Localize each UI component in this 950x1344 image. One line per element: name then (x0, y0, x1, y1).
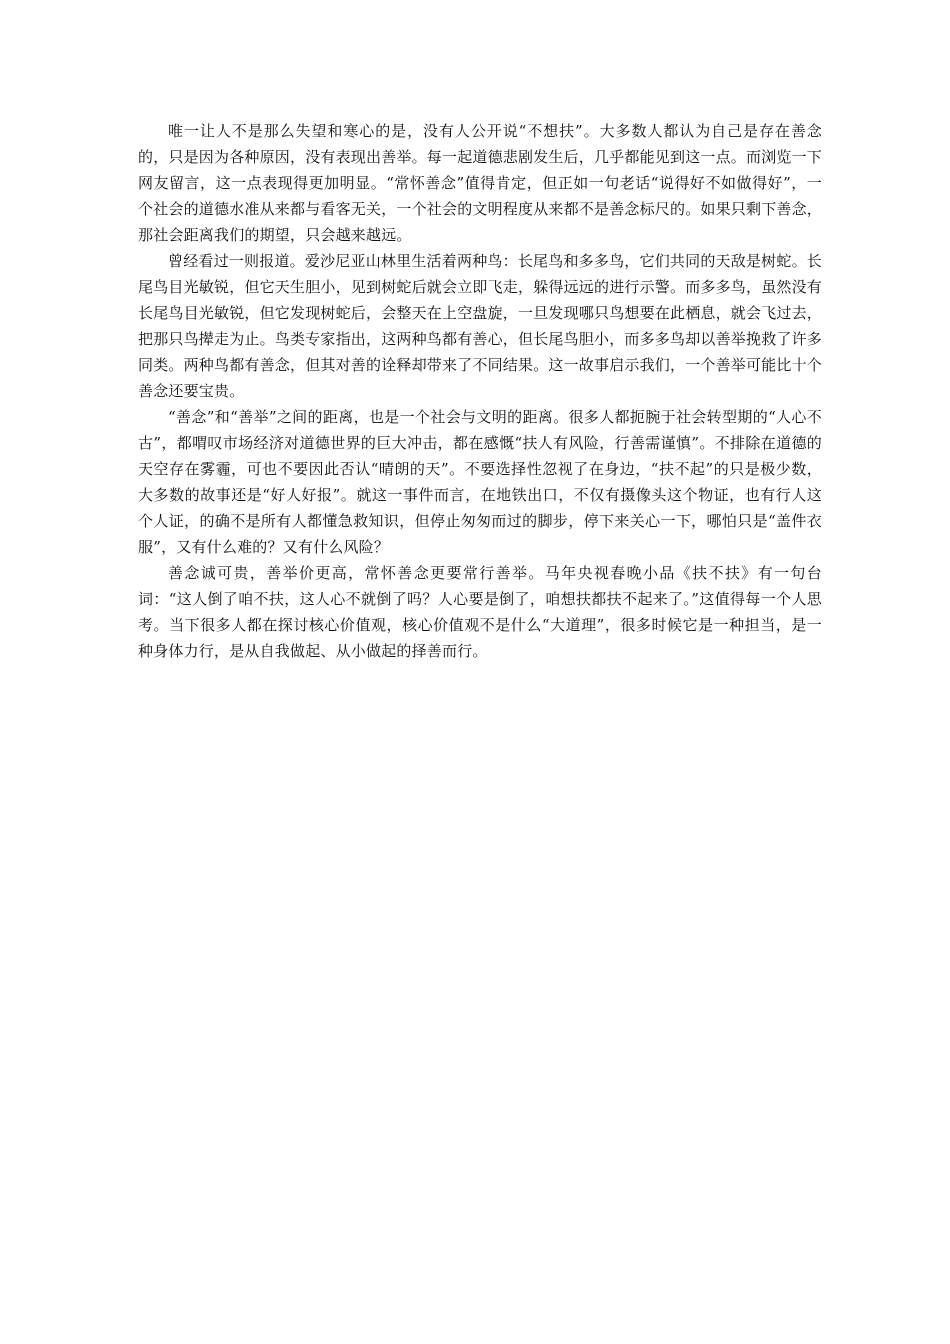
paragraph-1: 唯一让人不是那么失望和寒心的是，没有人公开说“不想扶”。大多数人都认为自己是存在善念的，只是因为各种原因，没有表现出善举。每一起道德悲剧发生后，几乎都能见到这一点。而浏览一下网友留言，这一点表现得更加明显。“常怀善念”值得肯定，但正如一句老话“说得好不如做得好”，一个社会的道德水准从来都与看客无关，一个社会的文明程度从来都不是善念标尺的。如果只剩下善念，那社会距离我们的期望，只会越来越远。 (138, 122, 823, 244)
document-page (138, 118, 822, 664)
paragraph-3: “善念”和“善举”之间的距离，也是一个社会与文明的距离。很多人都扼腕于社会转型期的“人心不古”，都喟叹市场经济对道德世界的巨大冲击，都在感慨“扶人有风险，行善需谨慎”。不排除在道德的天空存在雾霾，可也不要因此否认“晴朗的天”。不要选择性忽视了在身边，“扶不起”的只是极少数，大多数的故事还是“好人好报”。就这一事件而言，在地铁出口，不仅有摄像头这个物证，也有行人这个人证，的确不是所有人都懂急救知识，但停止匆匆而过的脚步，停下来关心一下，哪怕只是“盖件衣服”，又有什么难的？又有什么风险？ (138, 408, 822, 556)
paragraph-2: 曾经看过一则报道。爱沙尼亚山林里生活着两种鸟：长尾鸟和多多鸟，它们共同的天敌是树蛇。长尾鸟目光敏锐，但它天生胆小，见到树蛇后就会立即飞走，躲得远远的进行示警。而多多鸟，虽然没有长尾鸟目光敏锐，但它发现树蛇后，会整天在上空盘旋，一旦发现哪只鸟想要在此栖息，就会飞过去，把那只鸟撵走为止。鸟类专家指出，这两种鸟都有善心，但长尾鸟胆小，而多多鸟却以善举挽救了许多同类。两种鸟都有善念，但其对善的诠释却带来了不同结果。这一故事启示我们，一个善举可能比十个善念还要宝贵。 (138, 252, 823, 400)
paragraph-4: 善念诚可贵，善举价更高，常怀善念更要常行善举。马年央视春晚小品《扶不扶》有一句台词：“这人倒了咱不扶，这人心不就倒了吗？人心要是倒了，咱想扶都扶不起来了。”这值得每一个人思考。当下很多人都在探讨核心价值观，核心价值观不是什么“大道理”，很多时候它是一种担当，是一种身体力行，是从自我做起、从小做起的择善而行。 (138, 564, 822, 660)
